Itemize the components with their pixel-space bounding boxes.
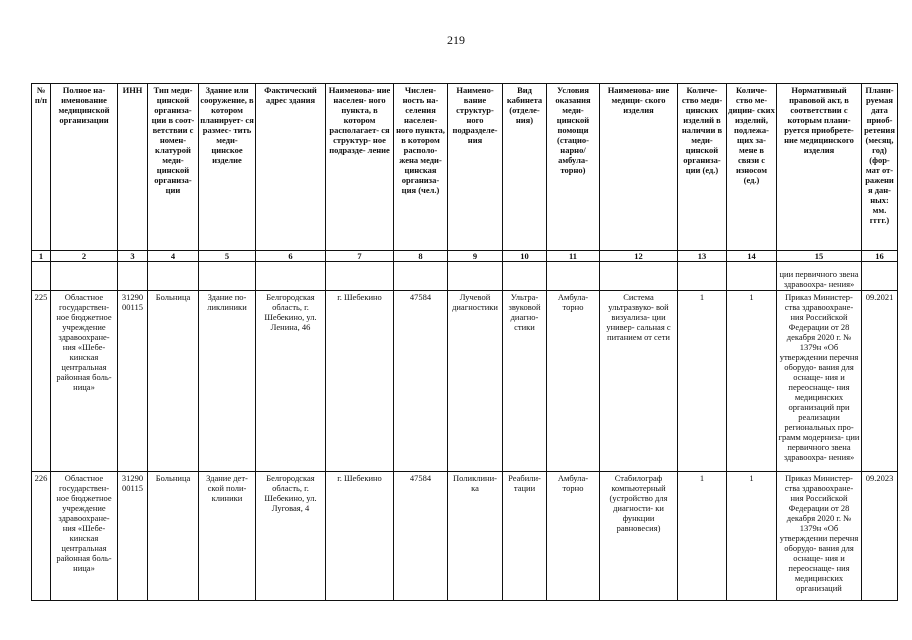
column-number: 11 — [547, 251, 600, 262]
equipment-table — [31, 83, 898, 601]
column-number: 2 — [51, 251, 118, 262]
header-cell-device: Наименова- ние медици- ского изделия — [600, 84, 678, 251]
table-row — [32, 291, 898, 472]
header-cell-conditions: Условия оказания меди- цинской помощи (стацио- нарно/ амбула- торно) — [547, 84, 600, 251]
column-number: 13 — [678, 251, 727, 262]
header-cell-num: № п/п — [32, 84, 51, 251]
header-cell-org: Полное на- именование медицинской организации — [51, 84, 118, 251]
column-number: 6 — [256, 251, 326, 262]
header-cell-act: Нормативный правовой акт, в соответствии с которым плани- руется приобрете- ние медицинского изделия — [777, 84, 862, 251]
header-cell-qty-replace: Количе- ство ме- дицин- ских изделий, подлежа- щих за- мене в связи с износом (ед.) — [727, 84, 777, 251]
table-row — [32, 472, 898, 601]
inn: 31290 00115 — [118, 472, 148, 601]
planned-date: 09.2023 — [862, 472, 898, 601]
qty-replace: 1 — [727, 291, 777, 472]
header-cell-cabinet: Вид кабинета (отделе- ния) — [503, 84, 547, 251]
cabinet: Реабили- тации — [503, 472, 547, 601]
locality: г. Шебекино — [326, 472, 394, 601]
column-number: 7 — [326, 251, 394, 262]
device-name: Стабилограф компьютерный (устройство для диагности- ки функции равновесия) — [600, 472, 678, 601]
unit: Поликлини- ка — [448, 472, 503, 601]
address: Белгородская область, г. Шебекино, ул. Ленина, 46 — [256, 291, 326, 472]
column-number: 9 — [448, 251, 503, 262]
legal-act: Приказ Министер- ства здравоохране- ния Российской Федерации от 28 декабря 2020 г. № 1379н «Об утверждении перечня оборудо- вания для оснаще- ния и переоснаще- ния медицинских организаций при реализации региональных про- грамм модерниза- ции первичного звена здравоохра- нения» — [777, 291, 862, 472]
column-number: 1 — [32, 251, 51, 262]
header-cell-inn: ИНН — [118, 84, 148, 251]
header-cell-date: Плани- руемая дата приоб- ретения (месяц, год) (фор- мат от- ражения дан- ных: мм. гггг.) — [862, 84, 898, 251]
cabinet: Ультра- звуковой диагно- стики — [503, 291, 547, 472]
conditions: Амбула- торно — [547, 472, 600, 601]
header-cell-address: Фактический адрес здания — [256, 84, 326, 251]
column-number: 3 — [118, 251, 148, 262]
qty-replace: 1 — [727, 472, 777, 601]
building: Здание дет- ской поли- клиники — [199, 472, 256, 601]
org-name: Областное государствен- ное бюджетное учреждение здравоохране- ния «Шебе- кинская центральная районная боль- ница» — [51, 291, 118, 472]
column-number: 14 — [727, 251, 777, 262]
column-number: 5 — [199, 251, 256, 262]
header-cell-qty-available: Количе- ство меди- цинских изделий в наличии в меди- цинской организа- ции (ед.) — [678, 84, 727, 251]
population: 47584 — [394, 291, 448, 472]
continuation-row — [32, 262, 898, 291]
header-cell-population: Числен- ность на- селения населен- ного пункта, в котором располо- жена меди- цинская организа- ция (чел.) — [394, 84, 448, 251]
header-cell-locality: Наименова- ние населен- ного пункта, в котором располагает- ся структур- ное подразде- ление — [326, 84, 394, 251]
org-type: Больница — [148, 291, 199, 472]
page-number: 219 — [447, 33, 465, 47]
address: Белгородская область, г. Шебекино, ул. Луговая, 4 — [256, 472, 326, 601]
column-number: 12 — [600, 251, 678, 262]
org-name: Областное государствен- ное бюджетное учреждение здравоохране- ния «Шебе- кинская центральная районная боль- ница» — [51, 472, 118, 601]
device-name: Система ультразвуко- вой визуализа- ции универ- сальная с питанием от сети — [600, 291, 678, 472]
building: Здание по- ликлиники — [199, 291, 256, 472]
continuation-text: ции первичного звена здравоохра- нения» — [777, 262, 862, 291]
column-number: 8 — [394, 251, 448, 262]
qty-available: 1 — [678, 472, 727, 601]
inn: 31290 00115 — [118, 291, 148, 472]
column-number: 15 — [777, 251, 862, 262]
header-cell-unit: Наимено- вание структур- ного подразделе- ния — [448, 84, 503, 251]
row-number: 225 — [32, 291, 51, 472]
locality: г. Шебекино — [326, 291, 394, 472]
planned-date: 09.2021 — [862, 291, 898, 472]
header-row — [32, 84, 898, 251]
qty-available: 1 — [678, 291, 727, 472]
unit: Лучевой диагностики — [448, 291, 503, 472]
org-type: Больница — [148, 472, 199, 601]
column-number: 10 — [503, 251, 547, 262]
conditions: Амбула- торно — [547, 291, 600, 472]
row-number: 226 — [32, 472, 51, 601]
column-number: 16 — [862, 251, 898, 262]
header-cell-type: Тип меди- цинской организа- ции в соот- ветствии с номен- клатурой меди- цинской организа- ции — [148, 84, 199, 251]
legal-act: Приказ Министер- ства здравоохране- ния Российской Федерации от 28 декабря 2020 г. № 1379н «Об утверждении перечня оборудо- вания для оснаще- ния и переоснаще- ния медицинских организаций — [777, 472, 862, 601]
header-cell-building: Здание или сооружение, в котором планирует- ся размес- тить меди- цинское изделие — [199, 84, 256, 251]
column-number: 4 — [148, 251, 199, 262]
column-number-row — [32, 251, 898, 262]
population: 47584 — [394, 472, 448, 601]
